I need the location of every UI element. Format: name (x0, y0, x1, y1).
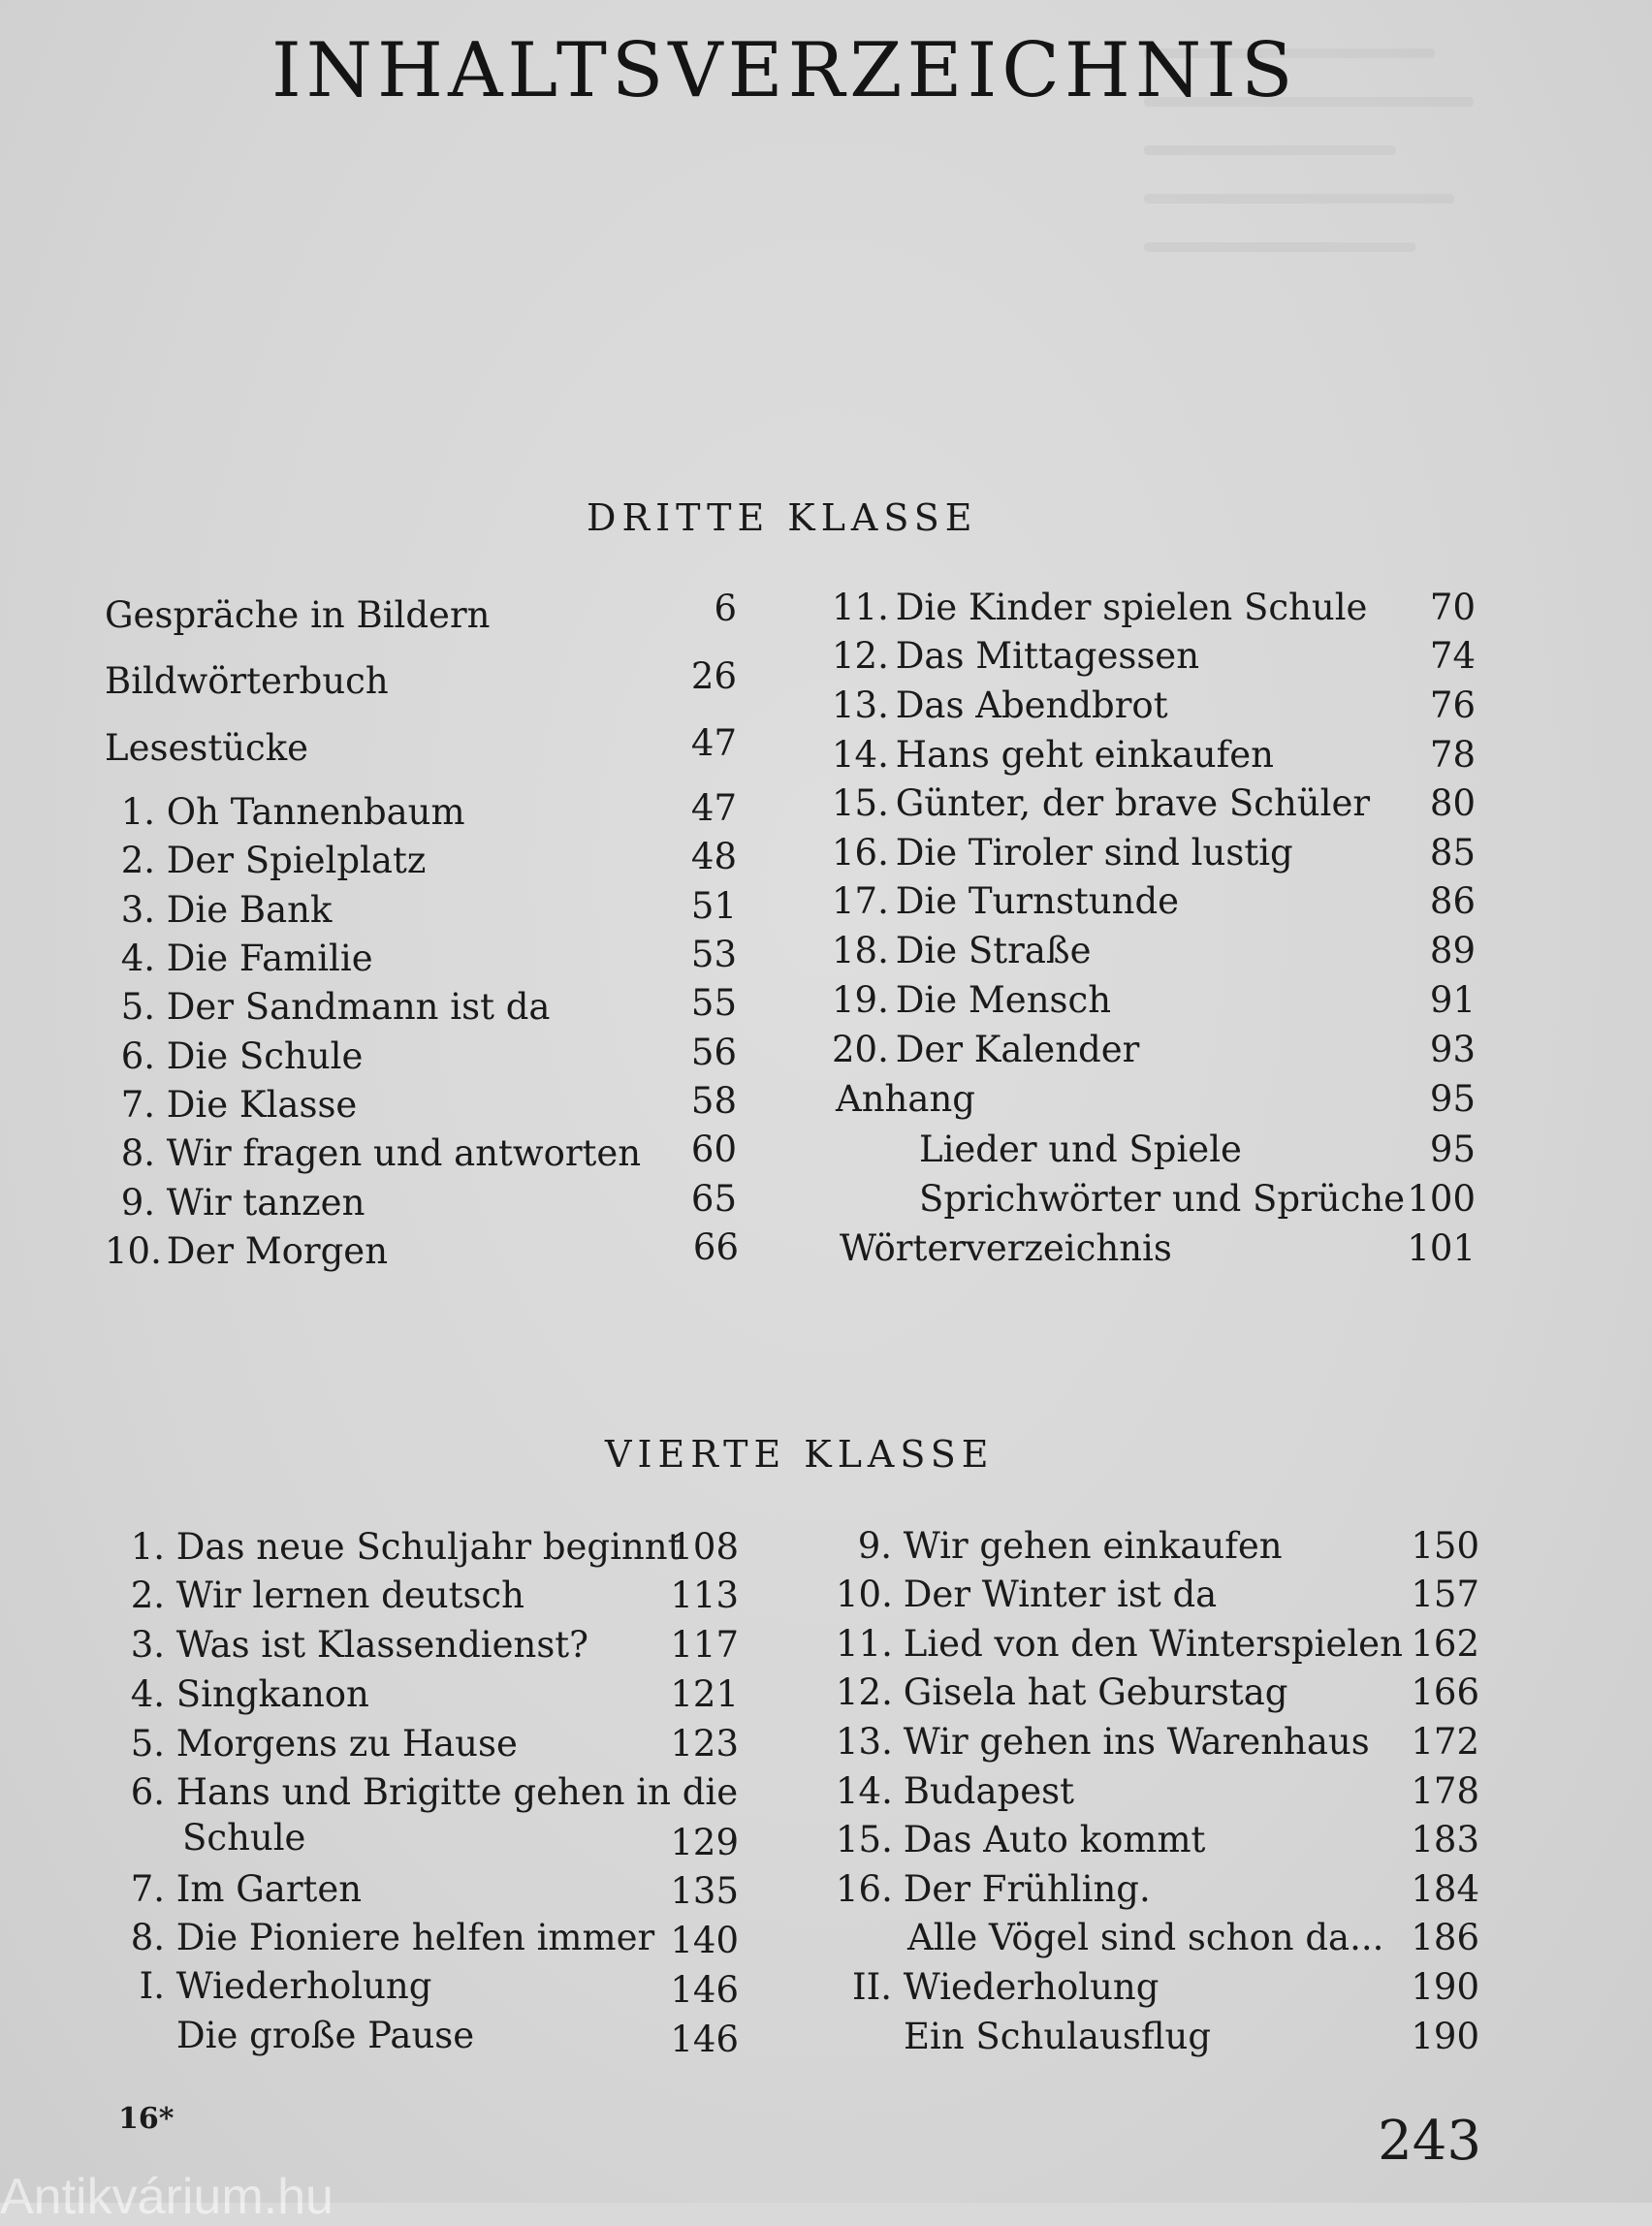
toc-entry-title: Der Morgen (166, 1230, 389, 1272)
toc-entry-number: 1. (130, 1526, 165, 1568)
toc-entry-number: 2. (130, 1574, 165, 1616)
toc-entry (105, 840, 426, 882)
toc-page-number: 6 (714, 588, 737, 629)
toc-page-number: 66 (692, 1226, 739, 1268)
toc-entry-title: Sprichwörter und Sprüche (919, 1178, 1406, 1220)
toc-entry-title: Die Kinder spielen Schule (895, 587, 1368, 628)
toc-entry (105, 889, 332, 932)
toc-page-number: 146 (670, 2019, 739, 2060)
toc-entry-number: 15. (832, 782, 889, 824)
toc-page-number: 162 (1411, 1623, 1479, 1665)
toc-entry-title: Das Auto kommt (903, 1819, 1206, 1860)
toc-entry-title: Das neue Schuljahr beginnt (175, 1526, 683, 1568)
toc-page-number: 146 (670, 1969, 739, 2011)
toc-entry-title: Der Winter ist da (903, 1574, 1218, 1615)
toc-entry (836, 1868, 1151, 1911)
toc-entry-title: Singkanon (175, 1673, 369, 1715)
toc-entry (126, 1624, 588, 1667)
toc-entry-title: Oh Tannenbaum (166, 791, 465, 833)
toc-page-number: 65 (690, 1178, 737, 1220)
toc-entry-number: 3. (120, 889, 155, 931)
toc-entry (105, 1084, 357, 1127)
toc-page-number: 101 (1407, 1227, 1476, 1269)
toc-entry-number: 13. (832, 684, 889, 726)
toc-entry (836, 1623, 1403, 1666)
toc-entry (836, 1966, 1159, 2009)
toc-entry-number: 3. (130, 1624, 165, 1666)
page-number: 243 (1378, 2110, 1481, 2173)
toc-page-number: 140 (670, 1920, 739, 1961)
toc-page-number: 157 (1411, 1574, 1479, 1615)
toc-entry-title: Schule (182, 1817, 306, 1859)
toc-entry (836, 1671, 1287, 1714)
toc-entry-title: Ein Schulausflug (904, 2016, 1212, 2057)
toc-page-number: 85 (1429, 832, 1476, 874)
toc-entry (126, 1673, 369, 1716)
toc-page-number: 108 (670, 1526, 739, 1568)
toc-entry-title: Die Klasse (166, 1084, 358, 1126)
toc-page-number: 135 (670, 1870, 739, 1912)
toc-entry-title: Bildwörterbuch (105, 660, 389, 702)
toc-entry-number: 11. (836, 1623, 893, 1665)
toc-entry-number: 18. (832, 930, 889, 971)
toc-page-number: 178 (1411, 1770, 1479, 1812)
toc-page-number: 93 (1429, 1029, 1476, 1070)
toc-entry-title: Die Schule (166, 1035, 364, 1077)
toc-page-number: 47 (690, 787, 737, 829)
toc-page-number: 80 (1429, 782, 1476, 824)
toc-entry-title: Lieder und Spiele (919, 1129, 1242, 1170)
toc-entry (832, 587, 1367, 629)
toc-entry-title: Die Straße (895, 930, 1092, 971)
toc-entry-title: Die Familie (166, 938, 373, 979)
toc-entry-number: 19. (832, 979, 889, 1021)
toc-entry-number: 7. (130, 1868, 165, 1910)
toc-page-number: 190 (1411, 2016, 1479, 2057)
toc-entry (126, 1723, 518, 1765)
toc-entry (126, 1868, 362, 1911)
toc-entry-title: Wiederholung (175, 1965, 432, 2007)
toc-entry-title: Der Kalender (895, 1029, 1140, 1070)
section-heading-dritte: DRITTE KLASSE (587, 496, 978, 539)
toc-entry (105, 791, 465, 834)
toc-entry (836, 1525, 1283, 1568)
toc-entry (105, 660, 389, 703)
toc-entry (105, 727, 308, 770)
toc-entry-title: Günter, der brave Schüler (895, 782, 1371, 824)
toc-entry-title: Was ist Klassendienst? (175, 1624, 589, 1666)
toc-entry-number: 20. (832, 1029, 889, 1070)
toc-entry-title: Hans und Brigitte gehen in die (175, 1771, 739, 1813)
watermark: Antikvárium.hu (0, 2169, 334, 2225)
toc-page-number: 48 (690, 836, 737, 877)
section-heading-vierte: VIERTE KLASSE (605, 1433, 995, 1476)
page-title: INHALTSVERZEICHNIS (271, 27, 1298, 114)
toc-entry-title: Wörterverzeichnis (840, 1227, 1172, 1269)
toc-entry (832, 1029, 1139, 1071)
toc-entry (832, 979, 1111, 1022)
toc-entry-number: 10. (836, 1574, 893, 1615)
toc-page-number: 129 (670, 1822, 739, 1863)
toc-entry (126, 1965, 431, 2008)
toc-entry (105, 986, 550, 1029)
toc-page-number: 190 (1411, 1966, 1479, 2008)
toc-entry (919, 1129, 1242, 1171)
toc-entry-number: 17. (832, 880, 889, 922)
toc-entry-number: 2. (120, 840, 155, 881)
toc-entry (105, 1182, 365, 1224)
toc-entry-title: Der Spielplatz (166, 840, 427, 881)
toc-entry-title: Wiederholung (903, 1966, 1160, 2008)
toc-entry-title: Die Mensch (895, 979, 1112, 1021)
toc-entry-number: 6. (120, 1035, 155, 1077)
toc-page-number: 113 (670, 1574, 739, 1616)
toc-entry-title: Anhang (836, 1078, 975, 1120)
toc-entry-title: Gespräche in Bildern (105, 594, 491, 636)
toc-entry (832, 880, 1179, 923)
toc-entry (836, 1819, 1205, 1861)
toc-entry (840, 1227, 1172, 1270)
toc-entry (836, 1078, 975, 1121)
toc-entry-number: 16. (832, 832, 889, 874)
toc-page-number: 58 (690, 1080, 737, 1122)
toc-entry (105, 1035, 363, 1078)
toc-page-number: 95 (1429, 1129, 1476, 1170)
toc-entry-number: I. (139, 1965, 165, 2007)
toc-entry-number: 4. (120, 938, 155, 979)
toc-entry (832, 734, 1274, 777)
toc-entry-number: 9. (120, 1182, 155, 1224)
toc-page-number: 172 (1411, 1721, 1479, 1763)
toc-entry-title: Wir gehen einkaufen (903, 1525, 1283, 1567)
toc-entry (126, 1917, 654, 1959)
toc-entry-title: Wir gehen ins Warenhaus (903, 1721, 1370, 1763)
toc-entry-number: 7. (120, 1084, 155, 1126)
toc-entry-number: 12. (832, 635, 889, 677)
toc-entry (832, 684, 1168, 727)
toc-entry-title: Budapest (903, 1770, 1074, 1812)
toc-entry-title: Morgens zu Hause (175, 1723, 518, 1765)
toc-entry-number: 5. (130, 1723, 165, 1765)
toc-page-number: 60 (690, 1129, 737, 1170)
toc-entry (836, 1721, 1370, 1764)
toc-entry (105, 1230, 388, 1273)
toc-entry-title: Die Pioniere helfen immer (175, 1917, 655, 1958)
toc-entry-title: Die große Pause (176, 2015, 475, 2056)
toc-entry (919, 1178, 1405, 1221)
toc-entry (105, 594, 490, 637)
toc-entry (105, 938, 373, 980)
toc-page-number: 53 (690, 934, 737, 975)
toc-page-number: 117 (670, 1624, 739, 1666)
toc-entry-number: 13. (836, 1721, 893, 1763)
toc-page-number: 78 (1429, 734, 1476, 776)
toc-entry-title: Der Sandmann ist da (166, 986, 551, 1028)
toc-entry-title: Im Garten (175, 1868, 363, 1910)
toc-entry-number: 5. (120, 986, 155, 1028)
toc-page-number: 91 (1429, 979, 1476, 1021)
toc-page-number: 51 (690, 885, 737, 927)
toc-page-number: 166 (1411, 1671, 1479, 1713)
toc-entry-number: 16. (836, 1868, 893, 1910)
toc-entry-number: 14. (836, 1770, 893, 1812)
toc-entry (832, 930, 1092, 972)
toc-page-number: 89 (1429, 930, 1476, 971)
toc-entry-number: 8. (130, 1917, 165, 1958)
toc-page-number: 184 (1411, 1868, 1479, 1910)
toc-entry (832, 782, 1370, 825)
toc-entry-title: Wir tanzen (166, 1182, 365, 1224)
toc-entry-title: Die Bank (166, 889, 333, 931)
toc-entry (182, 1817, 305, 1860)
toc-entry-number: 9. (857, 1525, 892, 1567)
toc-entry-title: Wir fragen und antworten (166, 1132, 642, 1174)
toc-entry-number: II. (852, 1966, 892, 2008)
toc-entry-title: Die Turnstunde (895, 880, 1180, 922)
toc-page-number: 86 (1429, 880, 1476, 922)
toc-page-number: 121 (670, 1673, 739, 1715)
toc-entry (907, 1917, 1383, 1959)
toc-entry-number: 11. (832, 587, 889, 628)
toc-entry-number: 8. (120, 1132, 155, 1174)
toc-entry-number: 6. (130, 1771, 165, 1813)
toc-entry (836, 1574, 1217, 1616)
toc-entry-number: 15. (836, 1819, 893, 1860)
toc-entry-title: Wir lernen deutsch (175, 1574, 524, 1616)
toc-entry (832, 635, 1199, 678)
toc-page-number: 55 (690, 982, 737, 1024)
toc-page-number: 150 (1411, 1525, 1479, 1567)
toc-entry-title: Das Abendbrot (895, 684, 1168, 726)
toc-page-number: 100 (1407, 1178, 1476, 1220)
toc-entry-number: 4. (130, 1673, 165, 1715)
toc-entry-number: 1. (120, 791, 155, 833)
toc-entry-title: Die Tiroler sind lustig (895, 832, 1293, 874)
toc-page-number: 95 (1429, 1078, 1476, 1120)
toc-page-number: 123 (670, 1723, 739, 1765)
toc-entry (105, 1132, 641, 1175)
toc-entry-title: Hans geht einkaufen (895, 734, 1274, 776)
toc-page-number: 183 (1411, 1819, 1479, 1860)
toc-entry (126, 1574, 524, 1617)
toc-entry-number: 12. (836, 1671, 893, 1713)
toc-entry (126, 1526, 682, 1569)
toc-entry (904, 2016, 1211, 2058)
toc-entry-title: Alle Vögel sind schon da... (907, 1917, 1384, 1958)
toc-entry (126, 1771, 738, 1814)
toc-entry (836, 1770, 1074, 1813)
toc-page-number: 76 (1429, 684, 1476, 726)
toc-entry-title: Lied von den Winterspielen (903, 1623, 1403, 1665)
toc-entry-number: 14. (832, 734, 889, 776)
toc-entry-title: Das Mittagessen (895, 635, 1200, 677)
toc-page-number: 56 (690, 1032, 737, 1073)
toc-entry-title: Gisela hat Geburstag (903, 1671, 1288, 1713)
toc-entry (176, 2015, 474, 2057)
toc-page-number: 74 (1429, 635, 1476, 677)
toc-entry-number: 10. (105, 1230, 162, 1272)
toc-entry-title: Lesestücke (105, 727, 309, 769)
toc-entry-title: Der Frühling. (903, 1868, 1151, 1910)
toc-page-number: 186 (1411, 1917, 1479, 1958)
toc-page-number: 70 (1429, 587, 1476, 628)
toc-page-number: 47 (690, 722, 737, 764)
signature-mark: 16* (118, 2102, 175, 2136)
toc-entry (832, 832, 1293, 874)
toc-page-number: 26 (690, 655, 737, 697)
